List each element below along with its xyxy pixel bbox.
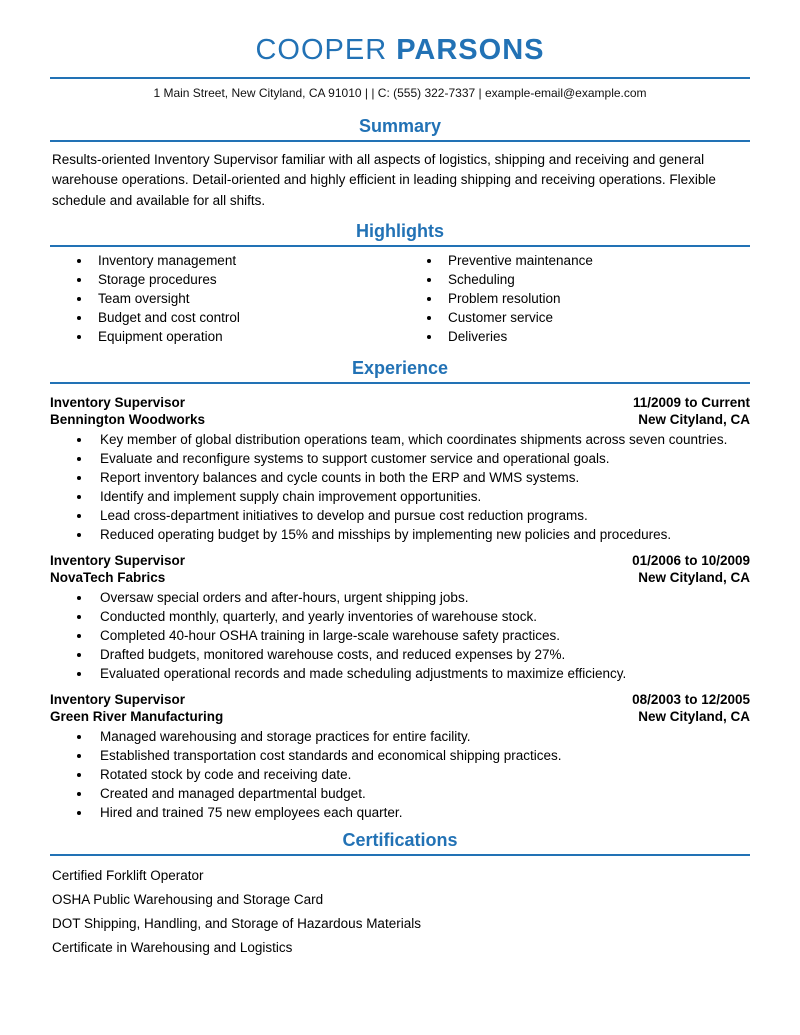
job-company-row [50,411,750,429]
job-bullet-list [50,590,750,681]
job-title-row [50,691,750,709]
experience-bullet: • Key member of global distribution operations team, which coordinates shipments across seven countries. [92,432,750,447]
experience-bullet: • Oversaw special orders and after-hours, urgent shipping jobs. [92,590,750,605]
highlight-item: • Customer service [442,310,750,325]
experience-bullet: • Established transportation cost standards and economical shipping practices. [92,748,750,763]
name-first: COOPER [255,34,388,66]
job-location: New Cityland, CA [638,570,750,586]
experience-bullet: • Lead cross-department initiatives to develop and pursue cost reduction programs. [92,508,750,523]
job-company-row [50,708,750,726]
job-dates: 08/2003 to 12/2005 [632,691,750,707]
highlights-columns [50,253,750,348]
highlight-item: • Equipment operation [92,329,400,344]
job-entry [50,691,750,820]
highlight-item: • Problem resolution [442,291,750,306]
job-entry [50,552,750,681]
company-name: Bennington Woodworks [50,412,205,428]
contact-line: 1 Main Street, New Cityland, CA 91010 | | C: (555) 322-7337 | example-email@example.com [153,86,647,100]
experience-bullet: • Evaluate and reconfigure systems to support customer service and operational goals. [92,451,750,466]
section-experience-title: Experience [351,357,449,378]
job-dates: 01/2006 to 10/2009 [632,552,750,568]
experience-bullet: • Managed warehousing and storage practices for entire facility. [92,729,750,744]
experience-divider [50,382,750,384]
summary-divider [50,140,750,142]
highlights-right-column [400,253,750,348]
certification-list [52,866,750,959]
name-last: PARSONS [396,34,545,66]
highlights-divider [50,245,750,247]
job-location: New Cityland, CA [638,709,750,725]
job-title: Inventory Supervisor [50,691,186,707]
job-title: Inventory Supervisor [50,394,186,410]
job-bullet-list [50,432,750,542]
certification-item: Certificate in Warehousing and Logistics [52,939,293,955]
experience-bullet: • Completed 40-hour OSHA training in large-scale warehouse safety practices. [92,628,750,643]
job-dates: 11/2009 to Current [632,394,750,410]
company-name: Green River Manufacturing [50,709,224,725]
experience-bullet: • Evaluated operational records and made scheduling adjustments to maximize efficiency. [92,666,750,681]
certification-item: DOT Shipping, Handling, and Storage of Hazardous Materials [52,915,421,931]
experience-bullet: • Drafted budgets, monitored warehouse costs, and reduced expenses by 27%. [92,647,750,662]
experience-bullet: • Reduced operating budget by 15% and misships by implementing new policies and procedures. [92,527,750,542]
job-location: New Cityland, CA [638,412,750,428]
section-summary-title: Summary [358,116,442,136]
resume-name [50,34,750,67]
highlight-item: • Storage procedures [92,272,400,287]
job-entry [50,394,750,542]
certifications-divider [50,854,750,856]
highlight-item: • Team oversight [92,291,400,306]
job-title-row [50,552,750,570]
section-highlights-title: Highlights [356,220,444,241]
experience-bullet: • Created and managed departmental budget. [92,786,750,801]
job-title: Inventory Supervisor [50,552,186,568]
job-title-row [50,394,750,412]
highlights-left-column [50,253,400,348]
experience-bullet: • Identify and implement supply chain improvement opportunities. [92,489,750,504]
experience-bullet: • Report inventory balances and cycle counts in both the ERP and WMS systems. [92,470,750,485]
highlight-item: • Scheduling [442,272,750,287]
certification-item: OSHA Public Warehousing and Storage Card [52,891,324,907]
experience-bullet: • Hired and trained 75 new employees each quarter. [92,805,750,820]
certification-item: Certified Forklift Operator [52,868,204,884]
highlight-item: • Preventive maintenance [442,253,750,268]
experience-bullet: • Rotated stock by code and receiving date. [92,767,750,782]
experience-bullet: • Conducted monthly, quarterly, and yearly inventories of warehouse stock. [92,609,750,624]
job-company-row [50,569,750,587]
company-name: NovaTech Fabrics [50,570,166,586]
highlight-item: • Deliveries [442,329,750,344]
highlight-item: • Inventory management [92,253,400,268]
job-bullet-list [50,729,750,820]
summary-text: Results-oriented Inventory Supervisor familiar with all aspects of logistics, shipping and receiving and general warehouse operations. Detail-oriented and highly efficient in leading shipping and receiving operations. Flexible schedule and available for all shifts. [52,152,716,208]
highlight-item: • Budget and cost control [92,310,400,325]
section-certifications-title: Certifications [342,830,458,851]
